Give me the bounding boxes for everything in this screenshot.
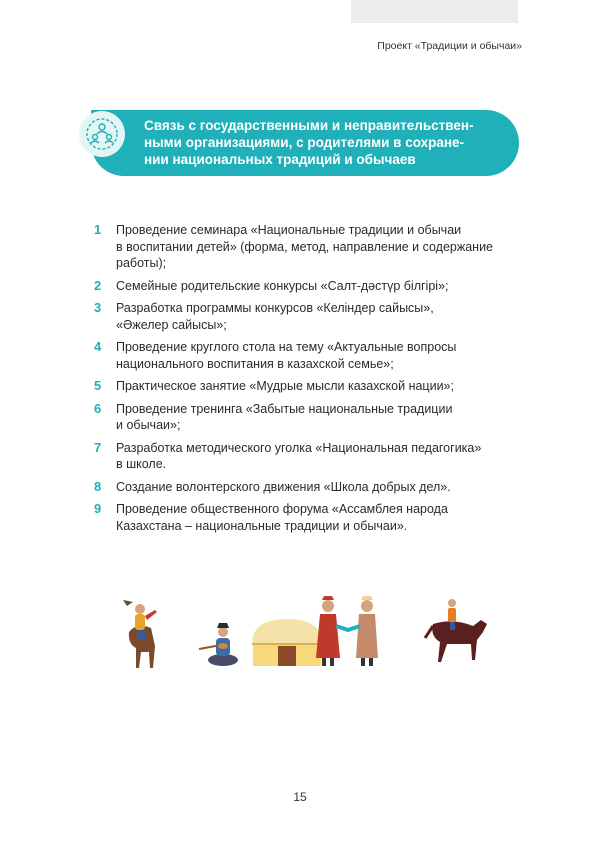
top-gray-bar: [351, 0, 518, 23]
page-number: 15: [293, 790, 307, 804]
item-number: 8: [94, 478, 102, 494]
item-text: Разработка методического уголка «Национальная педагогика»: [116, 440, 482, 455]
list-item: [94, 339, 524, 372]
item-text: «Әжелер сайысы»;: [116, 317, 227, 332]
item-number: 4: [94, 339, 102, 354]
item-number: 9: [94, 501, 102, 516]
item-text: Казахстана – национальные традиции и обычаи».: [116, 518, 408, 533]
list-item: [94, 278, 524, 295]
item-number: 6: [94, 400, 102, 416]
list-item: [94, 378, 524, 395]
list-item: [94, 300, 524, 333]
item-text: Проведение общественного форума «Ассамблея народа: [116, 502, 448, 516]
item-number: 1: [94, 222, 102, 237]
traditions-illustration: [115, 594, 500, 670]
banner-title-line: ными организациями, с родителями в сохране-: [144, 135, 465, 150]
dombra-player-icon: [199, 623, 238, 666]
running-header: Проект «Традиции и обычаи»: [377, 40, 522, 52]
item-text: национального воспитания в казахской семье»;: [116, 356, 394, 371]
list-item: [94, 501, 524, 534]
list-item: [94, 401, 524, 434]
item-text: Создание волонтерского движения «Школа добрых дел».: [116, 479, 451, 494]
item-text: Проведение семинара «Национальные традиции и обычаи: [116, 223, 462, 237]
item-text: Проведение тренинга «Забытые национальные традиции: [116, 401, 453, 416]
item-number: 2: [94, 277, 102, 293]
item-number: 3: [94, 300, 102, 315]
greeting-men-icon: [316, 596, 378, 666]
item-text: Семейные родительские конкурсы «Салт-дәстүр білгірі»;: [116, 278, 449, 293]
banner-title-line: нии национальных традиций и обычаев: [144, 152, 416, 167]
list-item: [94, 222, 524, 272]
falconer-on-horse-icon: [123, 600, 157, 668]
banner-title-line: Связь с государственными и неправительствен-: [144, 118, 474, 133]
item-number: 7: [94, 439, 102, 455]
horse-rider-icon: [425, 599, 487, 662]
yurt-icon: [252, 619, 322, 666]
list-item: [94, 479, 524, 496]
item-number: 5: [94, 378, 102, 393]
list-item: [94, 440, 524, 473]
people-network-icon: [79, 111, 125, 157]
item-text: и обычаи»;: [116, 418, 181, 432]
item-text: Практическое занятие «Мудрые мысли казахской нации»;: [116, 379, 454, 393]
banner-title: [144, 117, 504, 168]
item-text: Разработка программы конкурсов «Келіндер сайысы»,: [116, 301, 434, 315]
plan-list: [94, 222, 524, 540]
item-text: в школе.: [116, 457, 167, 471]
item-text: работы);: [116, 256, 167, 270]
item-text: в воспитании детей» (форма, метод, направление и содержание: [116, 239, 494, 254]
item-text: Проведение круглого стола на тему «Актуальные вопросы: [116, 340, 457, 354]
